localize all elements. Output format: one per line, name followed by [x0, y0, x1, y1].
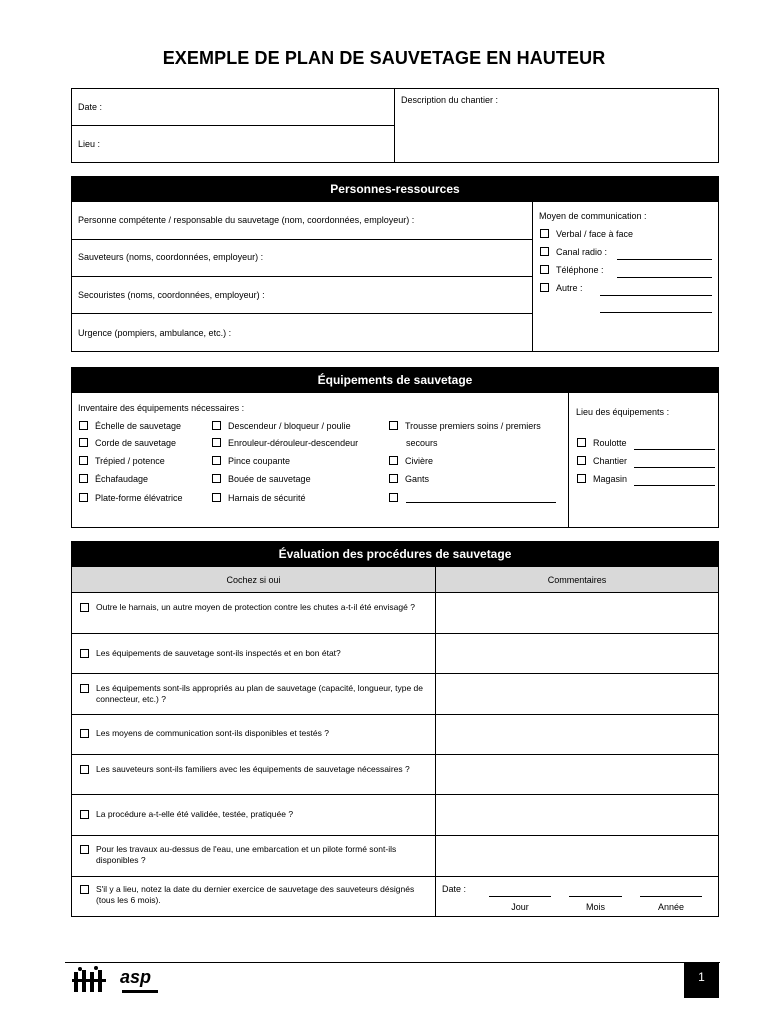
checkbox[interactable]	[389, 456, 398, 465]
equipment-item[interactable]: Trépied / potence	[79, 455, 165, 467]
personnes-row: Personne compétente / responsable du sauvetage (nom, coordonnées, employeur) :	[78, 215, 415, 225]
checkbox[interactable]	[80, 729, 89, 738]
checkbox[interactable]	[212, 474, 221, 483]
checkbox[interactable]	[80, 810, 89, 819]
checkbox[interactable]	[389, 493, 398, 502]
checkbox[interactable]	[212, 438, 221, 447]
checkbox[interactable]	[577, 474, 586, 483]
col-comments-header: Commentaires	[547, 575, 607, 585]
checkbox[interactable]	[389, 421, 398, 430]
date-part-label: Jour	[511, 902, 529, 912]
comm-option[interactable]: Verbal / face à face	[540, 228, 633, 240]
equipment-item[interactable]: Plate-forme élévatrice	[79, 492, 183, 504]
date-part-label: Mois	[585, 902, 605, 912]
equipment-item[interactable]: Pince coupante	[212, 455, 290, 467]
equipment-item[interactable]: Descendeur / bloqueur / poulie	[212, 420, 351, 432]
personnes-box	[71, 176, 719, 352]
checkbox[interactable]	[79, 474, 88, 483]
personnes-row: Secouristes (noms, coordonnées, employeur) :	[78, 290, 265, 300]
lieu-label: Lieu :	[78, 139, 101, 149]
location-item[interactable]: Chantier	[577, 455, 627, 467]
evaluation-question[interactable]: S'il y a lieu, notez la date du dernier exercice de sauvetage des sauveteurs désignés (tous les 6 mois).	[80, 884, 430, 906]
checkbox[interactable]	[212, 456, 221, 465]
asp-logo-text: asp	[120, 967, 152, 987]
evaluation-question[interactable]: Les sauveteurs sont-ils familiers avec les équipements de sauvetage nécessaires ?	[80, 764, 430, 775]
checkbox[interactable]	[80, 885, 89, 894]
equipment-item[interactable]: Corde de sauvetage	[79, 437, 176, 449]
evaluation-question[interactable]: Pour les travaux au-dessus de l'eau, une embarcation et un pilote formé sont-ils disponibles ?	[80, 844, 430, 866]
checkbox[interactable]	[79, 438, 88, 447]
exercise-date-label: Date :	[442, 884, 467, 894]
checkbox[interactable]	[80, 845, 89, 854]
checkbox[interactable]	[79, 456, 88, 465]
personnes-row: Sauveteurs (noms, coordonnées, employeur) :	[78, 252, 264, 262]
location-title: Lieu des équipements :	[576, 407, 670, 417]
checkbox[interactable]	[80, 603, 89, 612]
page-title: EXEMPLE DE PLAN DE SAUVETAGE EN HAUTEUR	[162, 48, 606, 68]
location-item[interactable]: Magasin	[577, 473, 627, 485]
location-item[interactable]: Roulotte	[577, 437, 627, 449]
equipment-item[interactable]: Trousse premiers soins / premiers	[389, 420, 541, 432]
comm-option[interactable]: Autre :	[540, 282, 583, 294]
evaluation-question[interactable]: Les équipements sont-ils appropriés au plan de sauvetage (capacité, longueur, type de connecteur, etc.) ?	[80, 683, 430, 705]
equipment-item[interactable]: Échafaudage	[79, 473, 148, 485]
equipment-item[interactable]: Gants	[389, 473, 429, 485]
checkbox[interactable]	[540, 247, 549, 256]
evaluation-question[interactable]: Les équipements de sauvetage sont-ils inspectés et en bon état?	[80, 648, 430, 659]
equipment-item[interactable]: Enrouleur-dérouleur-descendeur	[212, 437, 358, 449]
equipment-item[interactable]: Échelle de sauvetage	[79, 420, 181, 432]
equipment-item[interactable]: Civière	[389, 455, 433, 467]
date-month-line[interactable]	[569, 896, 622, 897]
personnes-row: Urgence (pompiers, ambulance, etc.) :	[78, 328, 232, 338]
equipements-heading: Équipements de sauvetage	[71, 367, 719, 393]
checkbox[interactable]	[80, 765, 89, 774]
evaluation-question[interactable]: Outre le harnais, un autre moyen de protection contre les chutes a-t-il été envisagé ?	[80, 602, 430, 613]
equipment-item[interactable]: Harnais de sécurité	[212, 492, 306, 504]
checkbox[interactable]	[540, 229, 549, 238]
date-year-line[interactable]	[640, 896, 702, 897]
checkbox[interactable]	[79, 421, 88, 430]
date-day-line[interactable]	[489, 896, 551, 897]
description-label: Description du chantier :	[401, 95, 499, 105]
col-check-header: Cochez si oui	[226, 575, 281, 585]
page-number-box	[684, 962, 719, 998]
checkbox[interactable]	[212, 493, 221, 502]
checkbox[interactable]	[577, 438, 586, 447]
evaluation-question[interactable]: La procédure a-t-elle été validée, testée, pratiquée ?	[80, 809, 430, 820]
page-number: 1	[698, 970, 705, 984]
checkbox[interactable]	[80, 649, 89, 658]
equipment-item-continued: secours	[406, 438, 438, 448]
footer-rule	[65, 962, 720, 963]
checkbox[interactable]	[79, 493, 88, 502]
equipment-item-other[interactable]	[389, 492, 405, 504]
evaluation-question[interactable]: Les moyens de communication sont-ils disponibles et testés ?	[80, 728, 430, 739]
evaluation-heading: Évaluation des procédures de sauvetage	[71, 541, 719, 567]
checkbox[interactable]	[212, 421, 221, 430]
comm-option[interactable]: Téléphone :	[540, 264, 604, 276]
comm-option[interactable]: Canal radio :	[540, 246, 607, 258]
checkbox[interactable]	[80, 684, 89, 693]
comm-title: Moyen de communication :	[539, 211, 647, 221]
checkbox[interactable]	[389, 474, 398, 483]
inventory-title: Inventaire des équipements nécessaires :	[78, 403, 245, 413]
date-part-label: Année	[657, 902, 685, 912]
equipment-item[interactable]: Bouée de sauvetage	[212, 473, 311, 485]
checkbox[interactable]	[577, 456, 586, 465]
checkbox[interactable]	[540, 265, 549, 274]
date-label: Date :	[78, 102, 103, 112]
checkbox[interactable]	[540, 283, 549, 292]
asp-logo	[72, 966, 162, 996]
personnes-heading: Personnes-ressources	[71, 176, 719, 202]
